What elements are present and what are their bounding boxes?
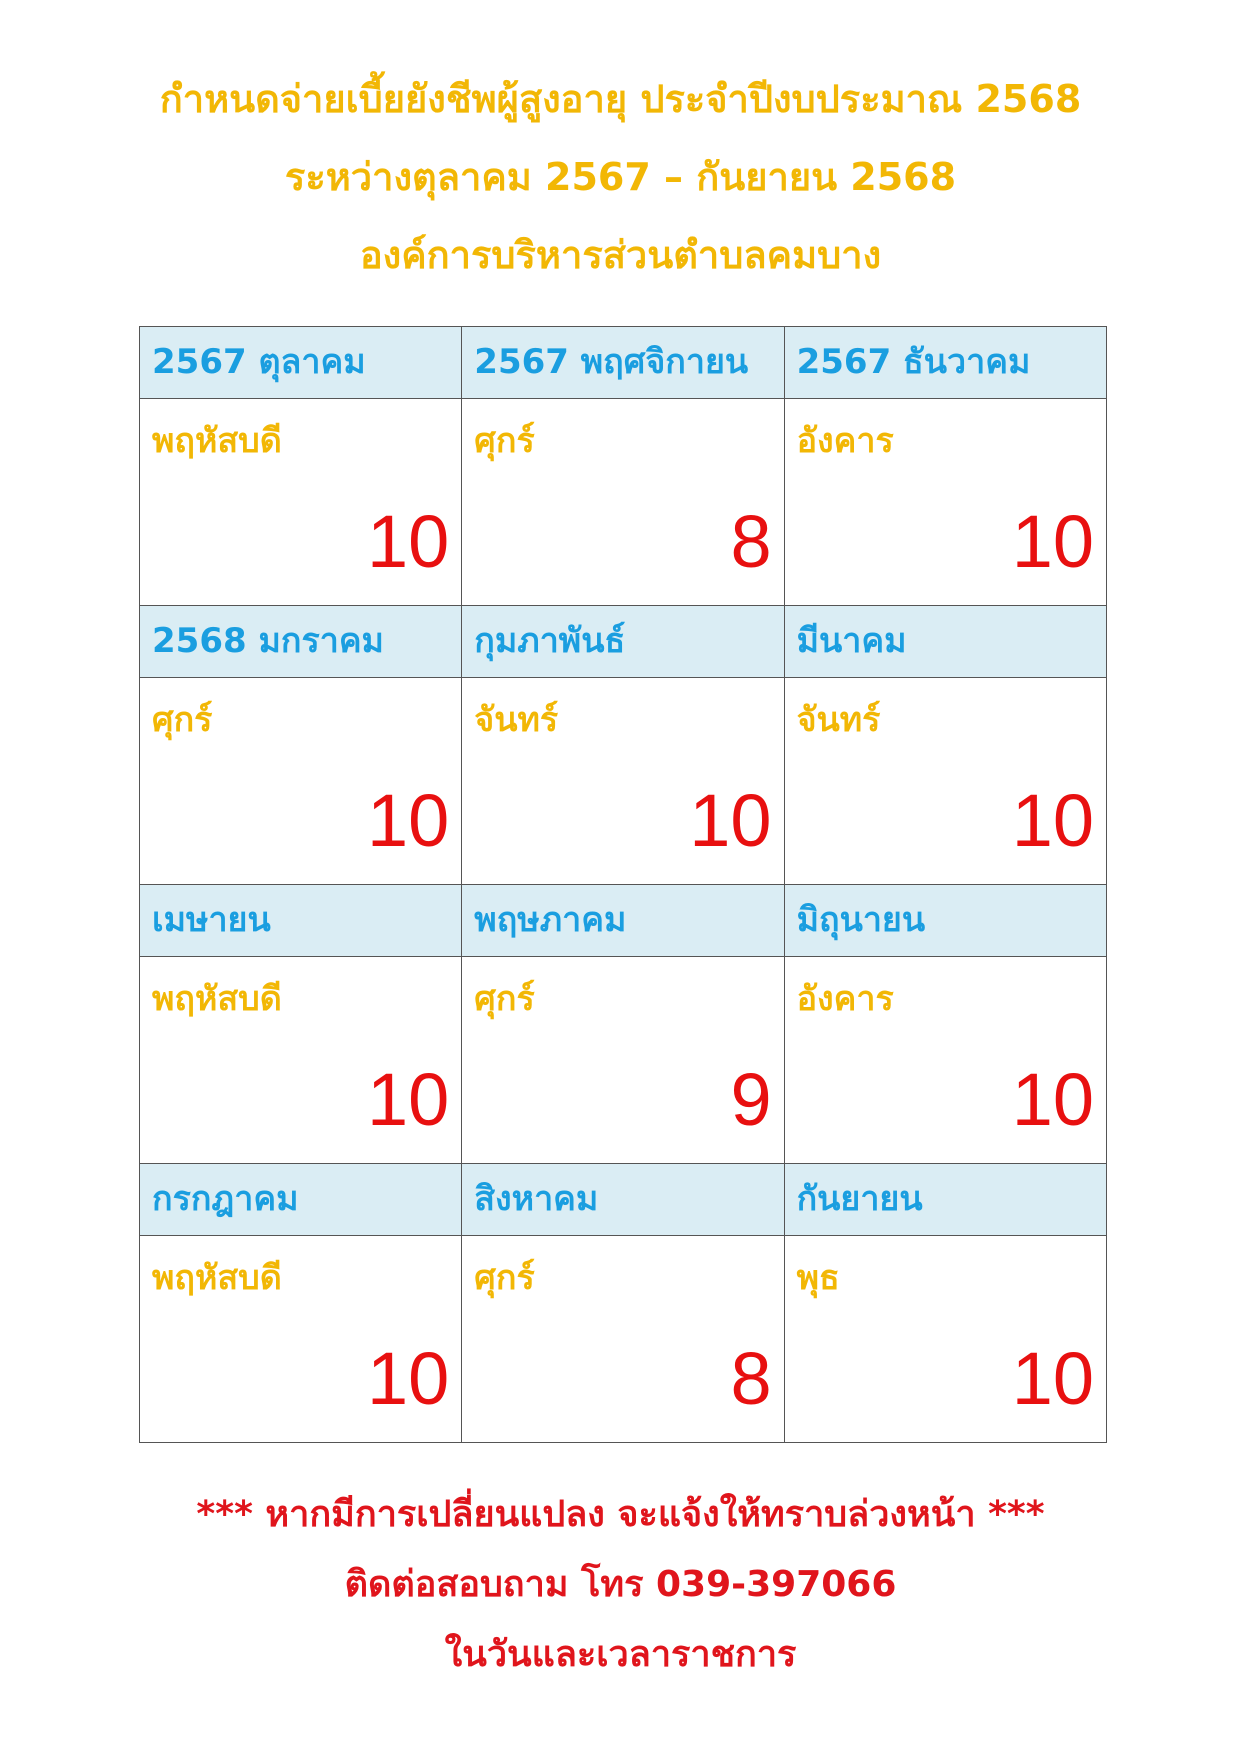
payment-day-cell	[462, 399, 784, 606]
payment-date: 10	[366, 1337, 450, 1420]
month-cell: 2567 ตุลาคม	[140, 327, 462, 399]
payment-date: 10	[366, 1058, 450, 1141]
month-cell: กรกฎาคม	[140, 1164, 462, 1236]
weekday-label: พฤหัสบดี	[152, 1258, 282, 1298]
payment-date: 10	[1011, 500, 1094, 583]
payment-day-cell	[462, 678, 784, 885]
document-footer	[0, 1480, 1241, 1690]
month-cell: เมษายน	[140, 885, 462, 957]
weekday-label: อังคาร	[796, 979, 894, 1019]
page-title: กำหนดจ่ายเบี้ยยังชีพผู้สูงอายุ ประจำปีงบประมาณ 2568	[159, 77, 1082, 121]
date-range: ระหว่างตุลาคม 2567 – กันยายน 2568	[284, 155, 957, 199]
document-header	[0, 60, 1241, 294]
payment-schedule-table	[139, 326, 1107, 1443]
payment-day-cell	[462, 1236, 784, 1443]
payment-date: 8	[730, 1337, 772, 1420]
payment-date: 10	[366, 500, 450, 583]
weekday-label: อังคาร	[796, 421, 894, 461]
weekday-label: พฤหัสบดี	[152, 979, 282, 1019]
payment-day-cell	[140, 1236, 462, 1443]
payment-day-cell	[784, 399, 1106, 606]
payment-date: 10	[1011, 779, 1094, 862]
weekday-label: พุธ	[796, 1258, 840, 1298]
day-row	[140, 678, 1107, 885]
month-cell: สิงหาคม	[462, 1164, 784, 1236]
weekday-label: พฤหัสบดี	[152, 421, 282, 461]
payment-day-cell	[140, 399, 462, 606]
change-notice: *** หากมีการเปลี่ยนแปลง จะแจ้งให้ทราบล่วงหน้า ***	[196, 1494, 1045, 1535]
month-cell: 2567 ธันวาคม	[784, 327, 1106, 399]
day-row	[140, 399, 1107, 606]
payment-day-cell	[140, 957, 462, 1164]
month-cell: มีนาคม	[784, 606, 1106, 678]
payment-date: 10	[366, 779, 450, 862]
organization-name: องค์การบริหารส่วนตำบลคมบาง	[359, 233, 882, 277]
month-cell: กันยายน	[784, 1164, 1106, 1236]
payment-day-cell	[462, 957, 784, 1164]
month-cell: 2568 มกราคม	[140, 606, 462, 678]
day-row	[140, 1236, 1107, 1443]
weekday-label: ศุกร์	[152, 700, 213, 740]
weekday-label: จันทร์	[796, 700, 881, 740]
month-cell: พฤษภาคม	[462, 885, 784, 957]
weekday-label: ศุกร์	[474, 421, 535, 461]
payment-day-cell	[784, 1236, 1106, 1443]
month-row	[140, 885, 1107, 957]
month-cell: มิถุนายน	[784, 885, 1106, 957]
payment-day-cell	[784, 678, 1106, 885]
contact-phone: ติดต่อสอบถาม โทร 039-397066	[344, 1564, 897, 1605]
month-cell: 2567 พฤศจิกายน	[462, 327, 784, 399]
payment-date: 10	[1011, 1337, 1094, 1420]
month-cell: กุมภาพันธ์	[462, 606, 784, 678]
month-row	[140, 606, 1107, 678]
payment-date: 10	[689, 779, 772, 862]
month-row	[140, 327, 1107, 399]
payment-date: 8	[730, 500, 772, 583]
day-row	[140, 957, 1107, 1164]
month-row	[140, 1164, 1107, 1236]
payment-day-cell	[784, 957, 1106, 1164]
weekday-label: ศุกร์	[474, 979, 535, 1019]
payment-date: 9	[730, 1058, 772, 1141]
weekday-label: จันทร์	[474, 700, 559, 740]
payment-date: 10	[1011, 1058, 1094, 1141]
payment-day-cell	[140, 678, 462, 885]
office-hours: ในวันและเวลาราชการ	[444, 1634, 797, 1675]
weekday-label: ศุกร์	[474, 1258, 535, 1298]
